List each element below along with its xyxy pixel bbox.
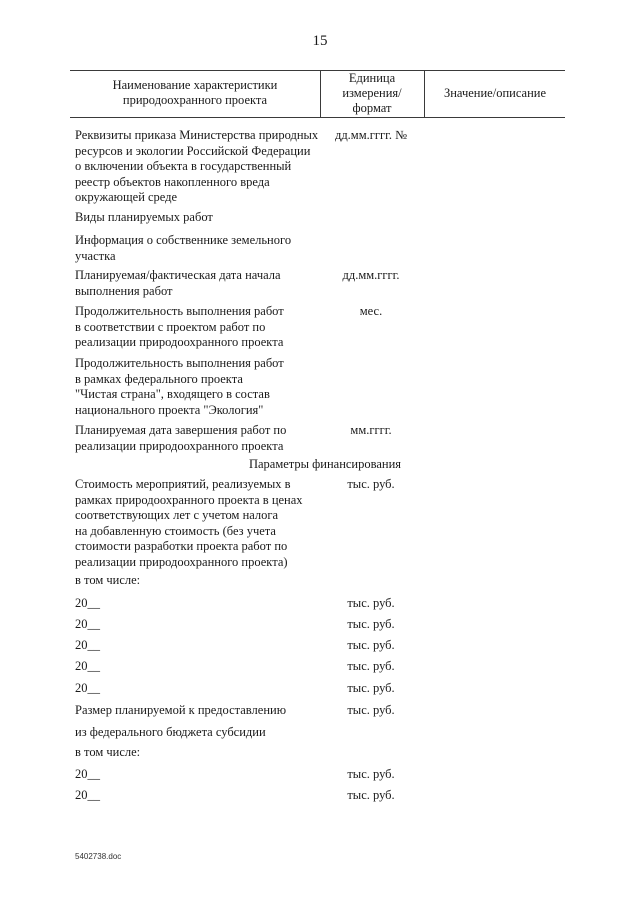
page-number: 15 <box>312 33 328 49</box>
row-unit: тыс. руб. <box>347 617 395 631</box>
row-name: 20__ <box>75 767 100 781</box>
row-name: Размер планируемой к предоставлению <box>75 703 287 717</box>
header-value-column: Значение/описание <box>443 86 547 100</box>
row-name: в том числе: <box>75 745 141 759</box>
row-unit: мм.гггг. <box>350 423 392 437</box>
row-unit: тыс. руб. <box>347 659 395 673</box>
row-unit: тыс. руб. <box>347 681 395 695</box>
table-column-divider-2 <box>424 70 425 117</box>
row-name: 20__ <box>75 638 100 652</box>
row-name: Виды планируемых работ <box>75 210 213 224</box>
row-name: в том числе: <box>75 573 141 587</box>
row-name: 20__ <box>75 659 100 673</box>
row-name: Продолжительность выполнения работ в рамках федерального проекта "Чистая страна", входящего в состав национального проекта "Экология" <box>75 356 284 417</box>
row-name: Планируемая/фактическая дата начала выполнения работ <box>75 268 281 298</box>
table-top-rule <box>70 70 565 71</box>
row-unit: тыс. руб. <box>347 703 395 717</box>
header-unit-column: Единица измерения/ формат <box>342 71 402 115</box>
row-name: Реквизиты приказа Министерства природных ресурсов и экологии Российской Федерации о включении объекта в государственный реестр объектов накопленного вреда окружающей среде <box>75 128 319 204</box>
row-unit: тыс. руб. <box>347 638 395 652</box>
document-filename: 5402738.doc <box>75 852 122 861</box>
row-name: Информация о собственнике земельного участка <box>75 233 292 263</box>
section-title: Параметры финансирования <box>248 457 402 471</box>
table-header-bottom-rule <box>70 117 565 118</box>
row-unit: тыс. руб. <box>347 767 395 781</box>
row-unit: тыс. руб. <box>347 788 395 802</box>
row-name: 20__ <box>75 681 100 695</box>
row-name: Продолжительность выполнения работ в соответствии с проектом работ по реализации природоохранного проекта <box>75 304 284 349</box>
row-name: из федерального бюджета субсидии <box>75 725 266 739</box>
row-name: Стоимость мероприятий, реализуемых в рамках природоохранного проекта в ценах соответствующих лет с учетом налога на добавленную стоимость (без учета стоимости разработки проекта работ по реализации природоохранного проекта) <box>75 477 303 569</box>
header-name-column: Наименование характеристики природоохранного проекта <box>112 78 278 107</box>
row-unit: дд.мм.гггг. № <box>334 128 408 142</box>
row-unit: дд.мм.гггг. <box>342 268 400 282</box>
row-name: 20__ <box>75 788 100 802</box>
row-unit: мес. <box>359 304 383 318</box>
row-name: 20__ <box>75 596 100 610</box>
row-name: Планируемая дата завершения работ по реализации природоохранного проекта <box>75 423 287 453</box>
row-unit: тыс. руб. <box>347 477 395 491</box>
table-column-divider-1 <box>320 70 321 117</box>
row-unit: тыс. руб. <box>347 596 395 610</box>
row-name: 20__ <box>75 617 100 631</box>
